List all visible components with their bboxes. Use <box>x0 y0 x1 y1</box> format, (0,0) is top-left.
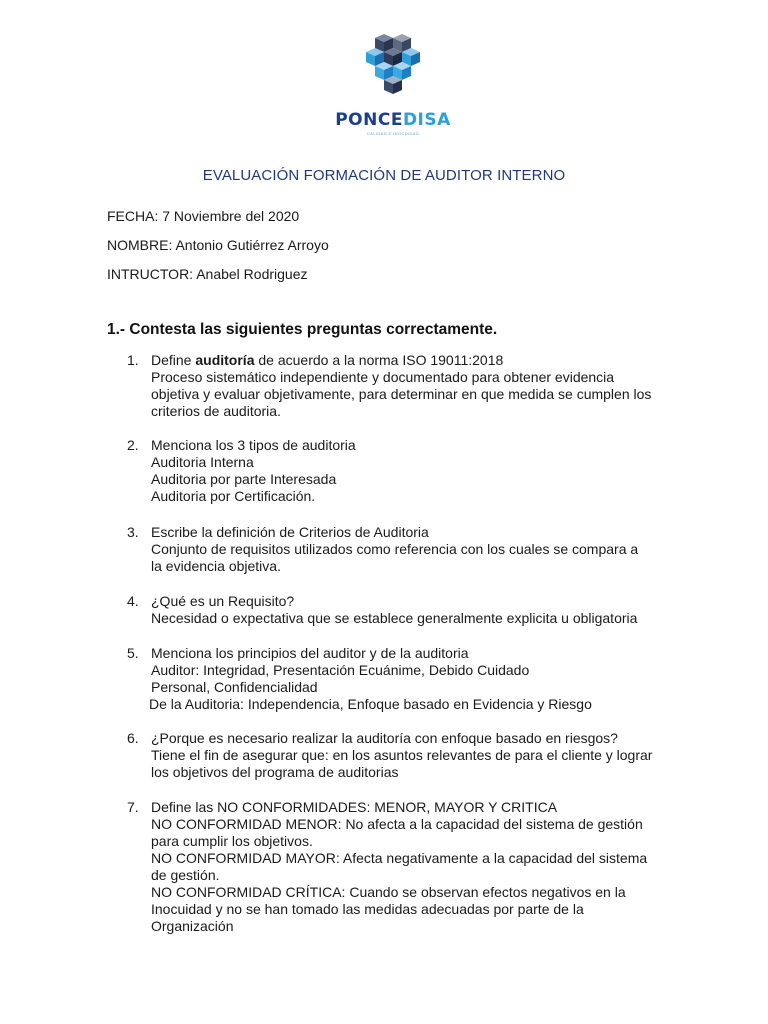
brand-tagline: CALIDAD E INOCUIDAD <box>366 131 420 136</box>
question-number: 3. <box>127 524 139 540</box>
field-instructor: INTRUCTOR: Anabel Rodriguez <box>107 266 308 282</box>
question-number: 1. <box>127 352 139 368</box>
question-answer: NO CONFORMIDAD MENOR: No afecta a la capacidad del sistema de gestión para cumplir los objetivos. <box>151 816 643 849</box>
field-nombre: NOMBRE: Antonio Gutiérrez Arroyo <box>107 237 329 253</box>
question-answer: Auditoria por Certificación. <box>151 488 316 504</box>
question-prompt: ¿Porque es necesario realizar la auditoría con enfoque basado en riesgos? <box>151 730 618 746</box>
question-number: 4. <box>127 593 139 609</box>
question-answer: Conjunto de requisitos utilizados como referencia con los cuales se compara a la evidencia objetiva. <box>151 541 639 574</box>
question-number: 5. <box>127 645 139 661</box>
company-logo <box>330 32 456 136</box>
question-prompt: Define las NO CONFORMIDADES: MENOR, MAYOR Y CRITICA <box>151 799 558 815</box>
question-number: 6. <box>127 730 139 746</box>
field-fecha: FECHA: 7 Noviembre del 2020 <box>107 208 300 224</box>
cubes-logo-icon <box>364 32 422 98</box>
page-title: EVALUACIÓN FORMACIÓN DE AUDITOR INTERNO <box>202 167 566 184</box>
question-answer: Auditor: Integridad, Presentación Ecuánime, Debido Cuidado Personal, Confidencialidad <box>151 662 530 695</box>
question-prompt: Escribe la definición de Criterios de Auditoria <box>151 524 429 540</box>
question-prompt: Menciona los principios del auditor y de la auditoria <box>151 645 469 661</box>
question-answer: De la Auditoria: Independencia, Enfoque basado en Evidencia y Riesgo <box>149 696 592 712</box>
question-prompt: Menciona los 3 tipos de auditoria <box>151 437 356 453</box>
question-answer: NO CONFORMIDAD CRÍTICA: Cuando se observan efectos negativos en la Inocuidad y no se han tomado las medidas adecuadas por parte de la Organización <box>151 884 626 934</box>
question-prompt: ¿Qué es un Requisito? <box>151 593 295 609</box>
question-answer: NO CONFORMIDAD MAYOR: Afecta negativamente a la capacidad del sistema de gestión. <box>151 850 648 883</box>
question-number: 7. <box>127 799 139 815</box>
question-answer: Auditoria por parte Interesada <box>151 471 337 487</box>
question-answer: Auditoria Interna <box>151 454 254 470</box>
question-prompt: Define auditoría de acuerdo a la norma ISO 19011:2018 <box>151 352 504 368</box>
question-number: 2. <box>127 437 139 453</box>
brand-name: PONCEDISA <box>335 110 451 130</box>
question-answer: Necesidad o expectativa que se establece generalmente explicita u obligatoria <box>151 610 638 626</box>
section-heading: 1.- Contesta las siguientes preguntas correctamente. <box>107 321 498 338</box>
question-answer: Tiene el fin de asegurar que: en los asuntos relevantes de para el cliente y lograr los objetivos del programa de auditorias <box>151 747 653 780</box>
question-answer: Proceso sistemático independiente y documentado para obtener evidencia objetiva y evaluar objetivamente, para determinar en que medida se cumplen los criterios de auditoria. <box>151 369 652 419</box>
